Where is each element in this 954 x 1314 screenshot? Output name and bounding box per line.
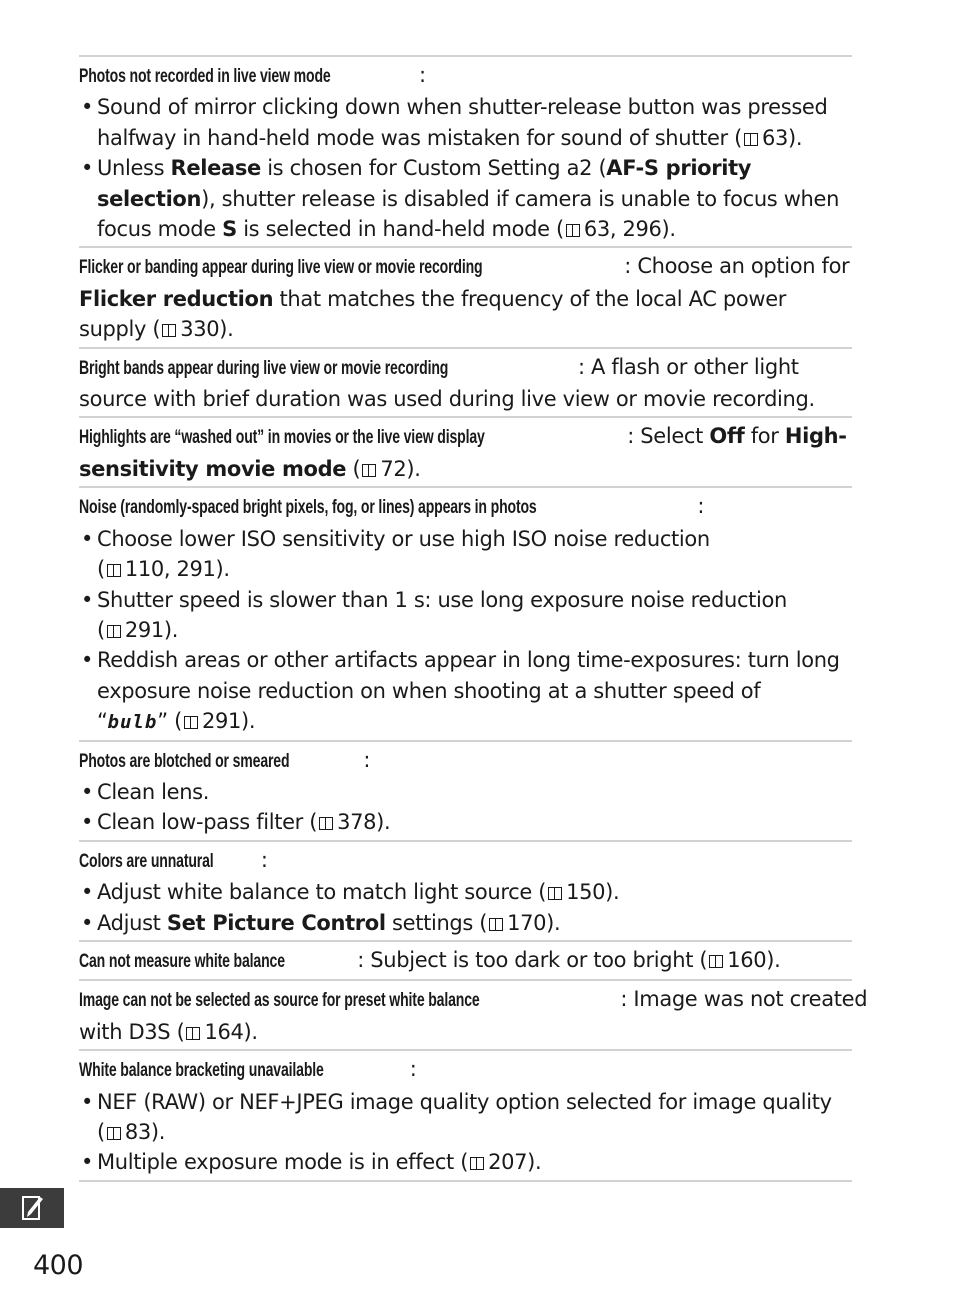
entry-heading: Photos not recorded in live view mode — [79, 66, 331, 87]
page-number: 400 — [33, 1250, 84, 1281]
book-reference-icon — [106, 1126, 122, 1141]
list-item: • Adjust white balance to match light source ( 150). — [81, 880, 620, 905]
entry-heading: Flicker or banding appear during live view or movie recording — [79, 257, 483, 279]
book-reference-icon — [106, 624, 122, 639]
book-reference-icon — [183, 715, 199, 730]
book-reference-icon — [743, 132, 759, 147]
list-item: • Clean lens. — [81, 779, 210, 804]
list-item: • Unless Release is chosen for Custom Setting a2 (AF-S priority — [81, 156, 752, 181]
entry-heading: Image can not be selected as source for preset white balance — [79, 990, 480, 1012]
entry-heading: White balance bracketing unavailable — [79, 1060, 324, 1082]
list-item: • NEF (RAW) or NEF+JPEG image quality option selected for image quality — [81, 1089, 832, 1114]
troubleshooting-tab-icon — [0, 1188, 64, 1228]
entry-wb-bracketing: White balance bracketing unavailable : • NEF (RAW) or NEF+JPEG image quality option selected for image quality ( 83). • Multiple exposure mode is in effect ( 207). — [79, 1049, 852, 1182]
troubleshooting-list — [79, 55, 868, 1182]
book-reference-icon — [547, 886, 563, 901]
list-item: • Adjust Set Picture Control settings ( 170). — [81, 910, 561, 935]
entry-bright-bands: Bright bands appear during live view or movie recording : A flash or other light source with brief duration was used during live view or movie recording. — [79, 347, 852, 417]
list-item: • Multiple exposure mode is in effect ( 207). — [81, 1150, 542, 1175]
book-reference-icon — [488, 917, 504, 932]
entry-highlights-washed-out: Highlights are “washed out” in movies or the live view display : Select Off for High- sensitivity movie mode ( 72). — [79, 416, 852, 486]
bulb-display-text: bulb — [107, 711, 158, 734]
list-item: • Reddish areas or other artifacts appear in long time-exposures: turn long — [81, 648, 840, 673]
list-item: • Shutter speed is slower than 1 s: use long exposure noise reduction — [81, 587, 787, 612]
entry-photos-not-recorded: Photos not recorded in live view mode : • Sound of mirror clicking down when shutter-release button was pressed halfway in hand-held mode was mistaken for sound of shutter ( 63). • Unless Release is chosen for Custom Setting a2 (AF-S priority selection), shutter release is disabled if camera is unable to focus when focus mode S is selected in hand-held mode ( 63, 296). — [79, 55, 852, 246]
book-reference-icon — [106, 563, 122, 578]
entry-colors-unnatural: Colors are unnatural : • Adjust white balance to match light source ( 150). • Adjust Set Picture Control settings ( 170). — [79, 840, 852, 940]
book-reference-icon — [185, 1026, 201, 1041]
list-item: • Clean low-pass filter ( 378). — [81, 810, 391, 835]
entry-preset-white-balance: Image can not be selected as source for preset white balance : Image was not created with D3S ( 164). — [79, 979, 852, 1049]
book-reference-icon — [161, 323, 177, 338]
book-reference-icon — [318, 816, 334, 831]
entry-flicker-banding: Flicker or banding appear during live view or movie recording : Choose an option for Flicker reduction that matches the frequency of the local AC power supply ( 330). — [79, 246, 852, 346]
book-reference-icon — [565, 223, 581, 238]
entry-heading: Noise (randomly-spaced bright pixels, fog, or lines) appears in photos — [79, 497, 537, 519]
entry-heading: Highlights are “washed out” in movies or the live view display — [79, 427, 485, 449]
entry-heading: Can not measure white balance — [79, 950, 285, 972]
book-reference-icon — [708, 954, 724, 969]
entry-heading: Photos are blotched or smeared — [79, 750, 290, 772]
list-item: • Choose lower ISO sensitivity or use high ISO noise reduction — [81, 526, 710, 551]
list-item: • Sound of mirror clicking down when shutter-release button was pressed — [81, 95, 828, 120]
book-reference-icon — [361, 463, 377, 478]
entry-white-balance-measure: Can not measure white balance : Subject is too dark or too bright ( 160). — [79, 940, 852, 979]
entry-heading: Bright bands appear during live view or movie recording — [79, 357, 449, 379]
book-reference-icon — [469, 1156, 485, 1171]
entry-noise: Noise (randomly-spaced bright pixels, fog, or lines) appears in photos : • Choose lower ISO sensitivity or use high ISO noise reduction ( 110, 291). • Shutter speed is slower than 1 s: use long exposure noise reduction ( 291). • Reddish areas or other artifacts appear in long time-exposures: turn long exposure noise reduction on when shooting at a shutter speed of “bulb” ( 291). — [79, 486, 852, 739]
entry-heading: Colors are unnatural — [79, 850, 214, 872]
entry-photos-blotched: Photos are blotched or smeared : • Clean lens. • Clean low-pass filter ( 378). — [79, 740, 852, 840]
